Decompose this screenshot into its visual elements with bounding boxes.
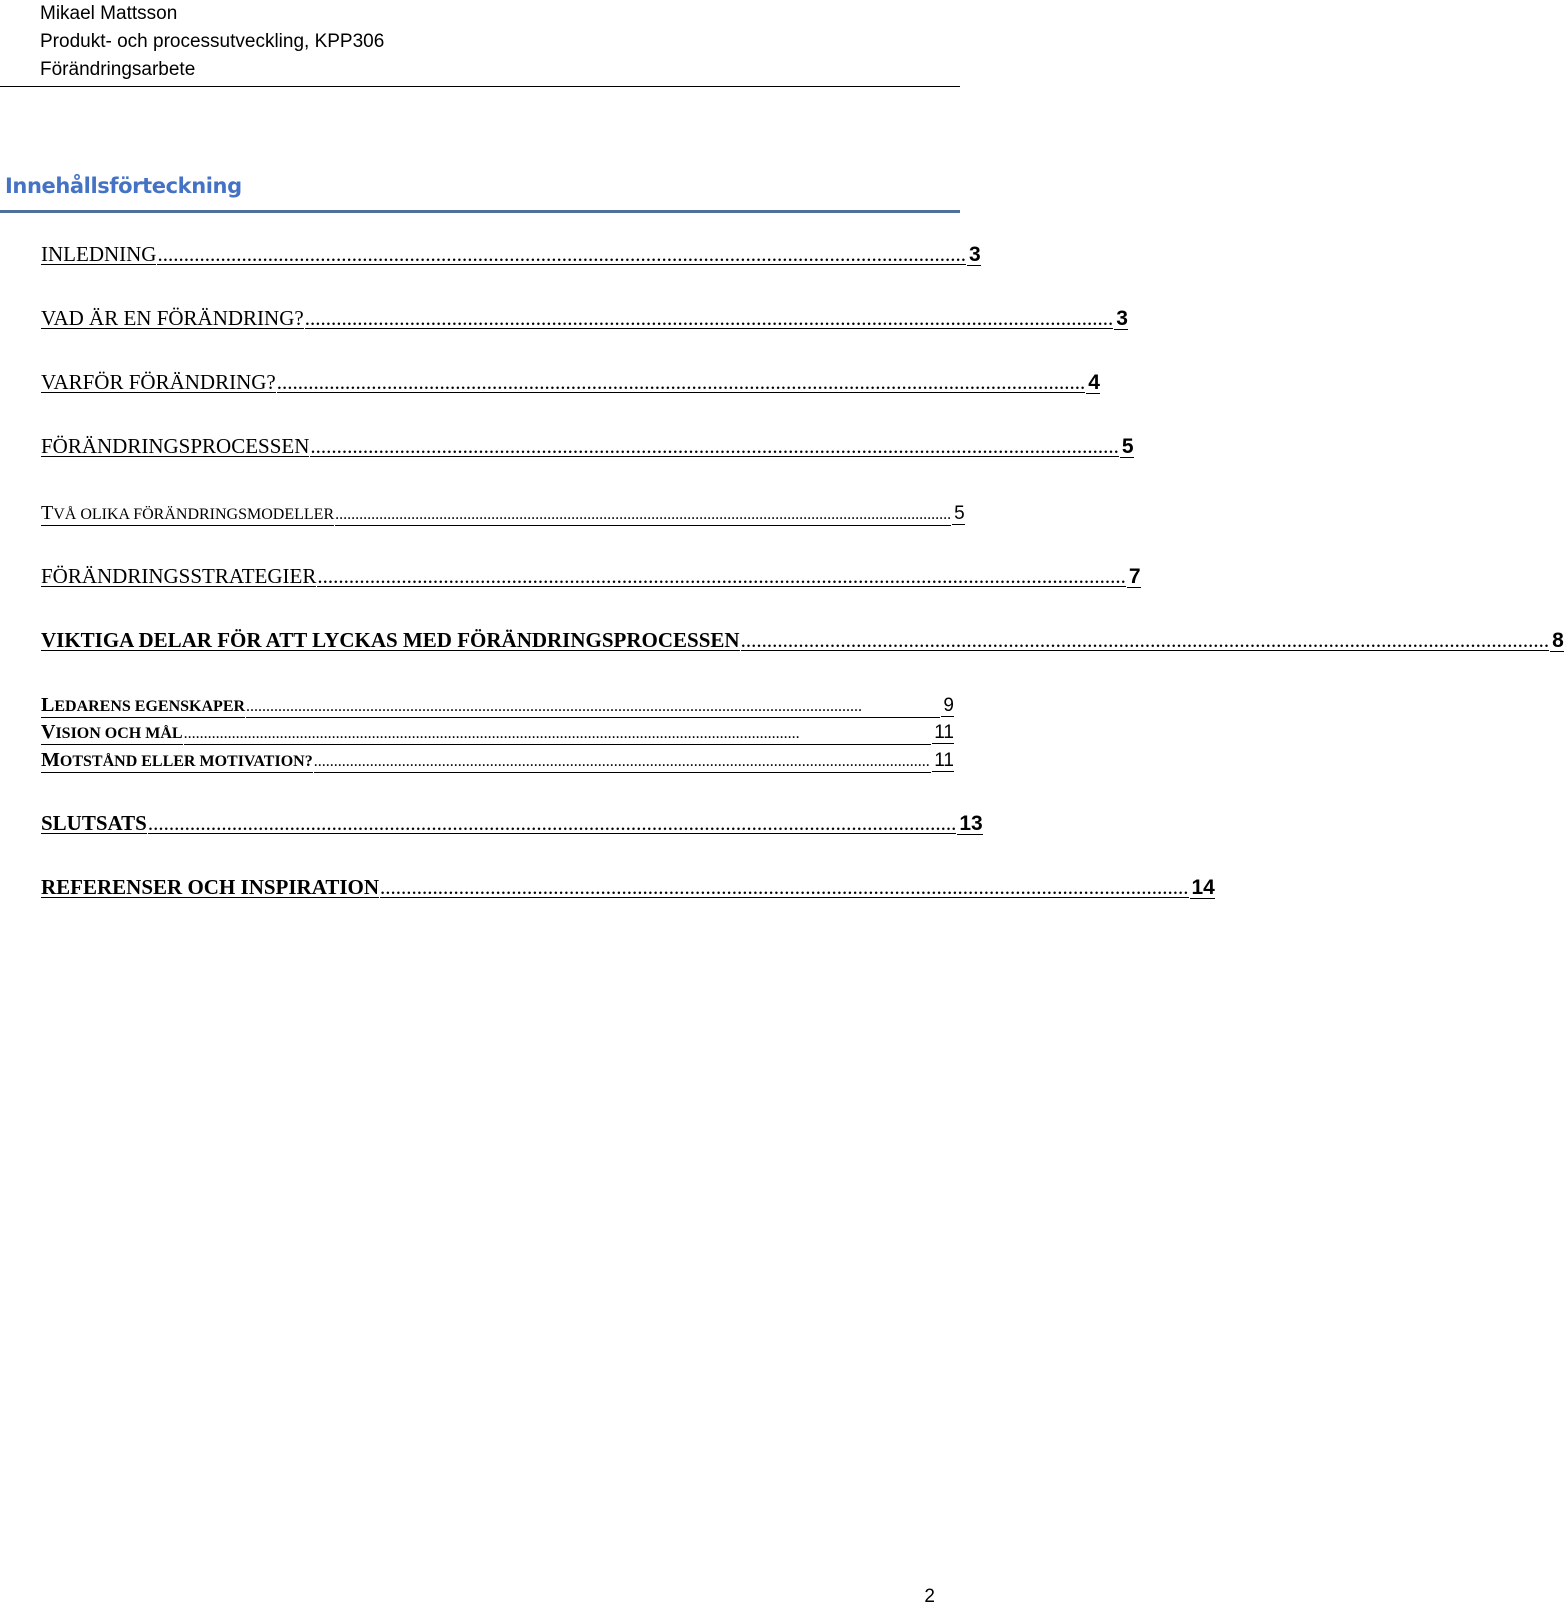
toc-entry-title-initial: V xyxy=(41,721,56,743)
toc-dot-leader: .......................................................................................................................................................... xyxy=(276,370,1086,394)
toc-entry-title: VIKTIGA DELAR FÖR ATT LYCKAS MED FÖRÄNDRINGSPROCESSEN xyxy=(41,628,740,652)
toc-entry-page: 11 xyxy=(934,722,954,743)
toc-dot-leader: .......................................................................................................................................................... xyxy=(740,628,1550,652)
toc-entry-page: 4 xyxy=(1088,371,1100,394)
toc-entry-title xyxy=(41,722,183,745)
toc-entry-title: REFERENSER OCH INSPIRATION xyxy=(41,875,379,899)
header-divider xyxy=(0,86,960,87)
toc-dot-leader: .......................................................................................................................................................... xyxy=(246,697,940,718)
toc-entry-page: 7 xyxy=(1128,565,1141,588)
toc-entry-title xyxy=(41,695,245,718)
toc-entry-page: 9 xyxy=(943,695,954,716)
toc-entry-title-initial: T xyxy=(41,502,54,524)
header-author: Mikael Mattsson xyxy=(40,3,178,24)
toc-link-vad-ar-en-forandring[interactable] xyxy=(41,306,1128,330)
toc-entry-title-initial: L xyxy=(41,694,55,716)
toc-entry-title-rest: OTSTÅND ELLER MOTIVATION? xyxy=(59,753,313,770)
toc-heading: Innehållsförteckning xyxy=(5,174,242,198)
toc-entry-title: FÖRÄNDRINGSSTRATEGIER xyxy=(41,564,317,588)
page-header xyxy=(40,0,936,84)
footer-page-number: 2 xyxy=(924,1586,935,1607)
toc-dot-leader: .......................................................................................................................................................... xyxy=(380,875,1189,899)
toc-heading-divider xyxy=(0,210,960,213)
toc-dot-leader: .......................................................................................................................................................... xyxy=(157,242,966,266)
header-course: Produkt- och processutveckling, KPP306 xyxy=(40,31,385,52)
toc-link-tva-olika-forandringsmodeller[interactable] xyxy=(41,502,965,526)
toc-link-vision-och-mal[interactable] xyxy=(41,722,954,745)
toc-entry-page: 3 xyxy=(1116,307,1128,330)
toc-link-varfor-forandring[interactable] xyxy=(41,370,1100,394)
toc-entry-title: VAD ÄR EN FÖRÄNDRING? xyxy=(41,306,304,330)
toc-dot-leader: .......................................................................................................................................................... xyxy=(147,811,957,835)
toc-entry-title: INLEDNING xyxy=(41,242,157,266)
toc-dot-leader: .......................................................................................................................................................... xyxy=(310,434,1119,458)
toc-link-inledning[interactable] xyxy=(41,242,981,266)
toc-dot-leader: .......................................................................................................................................................... xyxy=(314,752,932,773)
toc-link-forandringsstrategier[interactable] xyxy=(41,564,1141,588)
toc-entry-page: 14 xyxy=(1191,876,1215,899)
toc-dot-leader: .......................................................................................................................................................... xyxy=(317,564,1126,588)
toc-entry-page: 8 xyxy=(1552,629,1564,652)
toc-link-viktiga-delar[interactable] xyxy=(41,628,1564,652)
toc-entry-title-rest: VÅ OLIKA FÖRÄNDRINGSMODELLER xyxy=(53,506,335,523)
toc-entry-page: 13 xyxy=(959,812,983,835)
toc-link-motstand-eller-motivation[interactable] xyxy=(41,750,954,773)
toc-entry-page: 11 xyxy=(934,750,954,771)
toc-dot-leader: .......................................................................................................................................................... xyxy=(304,306,1114,330)
toc-link-slutsats[interactable] xyxy=(41,811,983,835)
toc-dot-leader: .......................................................................................................................................................... xyxy=(184,724,932,745)
toc-entry-title: VARFÖR FÖRÄNDRING? xyxy=(41,370,276,394)
toc-entry-title xyxy=(41,750,313,773)
toc-entry-page: 3 xyxy=(968,243,981,266)
toc-link-referenser[interactable] xyxy=(41,875,1215,899)
toc-entry-title-initial: M xyxy=(41,749,60,771)
toc-entry-title-rest: EDARENS EGENSKAPER xyxy=(54,698,246,715)
toc-link-forandringsprocessen[interactable] xyxy=(41,434,1134,458)
toc-entry-title: FÖRÄNDRINGSPROCESSEN xyxy=(41,434,310,458)
toc-dot-leader: .......................................................................................................................................................... xyxy=(335,505,951,526)
header-topic: Förändringsarbete xyxy=(40,59,196,80)
toc-link-ledarens-egenskaper[interactable] xyxy=(41,695,954,718)
toc-entry-title xyxy=(41,503,334,526)
toc-entry-title-rest: ISION OCH MÅL xyxy=(55,725,183,742)
toc-entry-page: 5 xyxy=(1121,435,1134,458)
toc-entry-title: SLUTSATS xyxy=(41,811,147,835)
toc-entry-page: 5 xyxy=(954,503,965,524)
